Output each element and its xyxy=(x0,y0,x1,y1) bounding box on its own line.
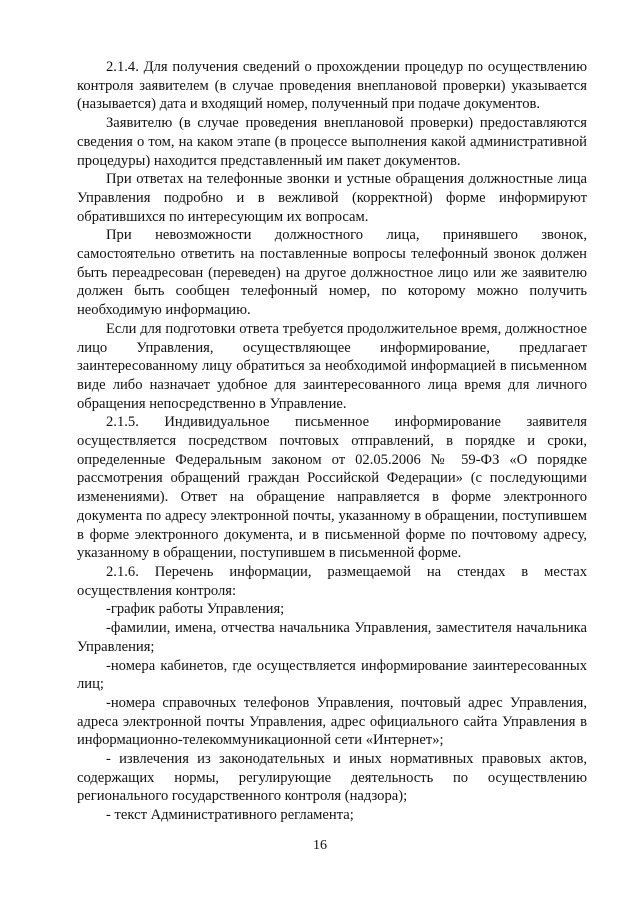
page-body xyxy=(77,58,587,825)
list-item-legal-extracts: - извлечения из законодательных и иных нормативных правовых актов, содержащих нормы, регулирующие деятельность по осуществлению регионального государственного контроля (надзора); xyxy=(77,751,587,805)
paragraph-phone-answers: При ответах на телефонные звонки и устные обращения должностные лица Управления подробно и в вежливой (корректной) форме информируют обратившихся по интересующим их вопросам. xyxy=(77,171,587,225)
paragraph-2-1-5: 2.1.5. Индивидуальное письменное информирование заявителя осуществляется посредством почтовых отправлений, в порядке и сроки, определенные Федеральным законом от 02.05.2006 № 59-ФЗ «О порядке рассмотрения обращений граждан Российской Федерации» (с последующими изменениями). Ответ на обращение направляется в форме электронного документа по адресу электронной почты, указанному в обращении, поступившем в форме электронного документа, и в письменной форме по почтовому адресу, указанному в обращении, поступившем в письменной форме. xyxy=(77,414,587,562)
page-number: 16 xyxy=(313,838,327,853)
list-item-offices: -номера кабинетов, где осуществляется информирование заинтересованных лиц; xyxy=(77,657,587,693)
paragraph-2-1-4: 2.1.4. Для получения сведений о прохождении процедур по осуществлению контроля заявителем (в случае проведения внеплановой проверки) указывается (называется) дата и входящий номер, полученный при подаче документов. xyxy=(77,59,587,113)
paragraph-call-redirect: При невозможности должностного лица, принявшего звонок, самостоятельно ответить на поставленные вопросы телефонный звонок должен быть переадресован (переведен) на другое должностное лицо или же заявителю должен быть сообщен телефонный номер, по которому можно получить необходимую информацию. xyxy=(77,227,587,319)
paragraph-2-1-6: 2.1.6. Перечень информации, размещаемой на стендах в местах осуществления контроля: xyxy=(77,563,587,599)
list-item-regulation-text: - текст Административного регламента; xyxy=(106,807,354,824)
list-item-names: -фамилии, имена, отчества начальника Управления, заместителя начальника Управления; xyxy=(77,620,587,655)
paragraph-long-preparation: Если для подготовки ответа требуется продолжительное время, должностное лицо Управления, осуществляющее информирование, предлагает заинтересованному лицу обратиться за необходимой информацией в письменном виде либо назначает удобное для заинтересованного лица время для личного обращения непосредственно в Управление. xyxy=(77,320,587,412)
list-item-contacts: -номера справочных телефонов Управления, почтовый адрес Управления, адреса электронной почты Управления, адрес официального сайта Управления в информационно-телекоммуникационной сети «Интернет»; xyxy=(77,694,587,749)
list-item-schedule: -график работы Управления; xyxy=(106,601,285,618)
paragraph-stage-info: Заявителю (в случае проведения внеплановой проверки) предоставляются сведения о том, на каком этапе (в процессе выполнения какой административной процедуры) находится представленный им пакет документов. xyxy=(77,115,587,169)
